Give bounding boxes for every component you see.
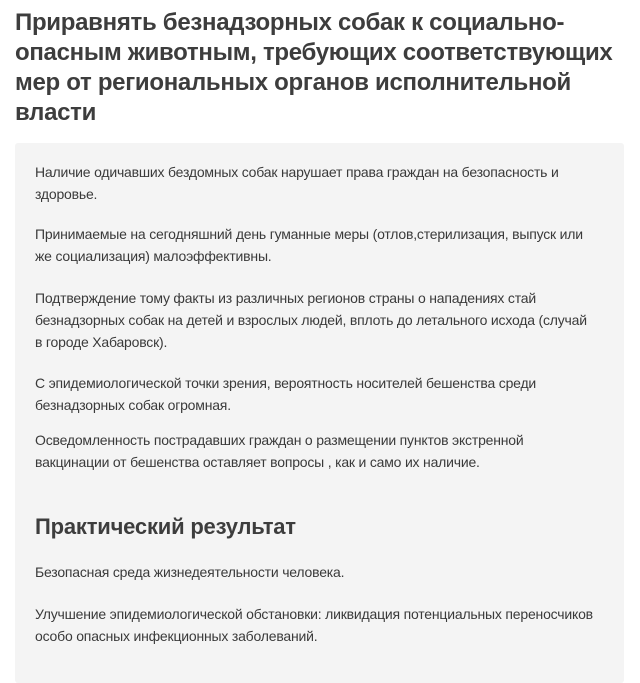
- section-heading-practical-result: Практический результат: [35, 514, 296, 539]
- article-content-box: [15, 143, 624, 683]
- result-paragraph: Улучшение эпидемиологической обстановки: ликвидация потенциальных переносчиков особо опасных инфекционных заболеваний.: [35, 606, 593, 644]
- page-title: Приравнять безнадзорных собак к социально-опасным животным, требующих соответствующих мер от региональных органов исполнительной власти: [15, 9, 613, 126]
- problem-paragraph: Наличие одичавших бездомных собак нарушает права граждан на безопасность и здоровье.: [35, 164, 559, 202]
- problem-paragraph: Подтверждение тому факты из различных регионов страны о нападениях стай безнадзорных собак на детей и взрослых людей, вплоть до летального исхода (случай в городе Хабаровск).: [35, 290, 587, 350]
- problem-paragraph: Осведомленность пострадавших граждан о размещении пунктов экстренной вакцинации от бешенства оставляет вопросы , как и само их наличие.: [35, 432, 524, 470]
- problem-paragraph: Принимаемые на сегодняшний день гуманные меры (отлов,стерилизация, выпуск или же социализация) малоэффективны.: [35, 226, 583, 264]
- result-paragraph: Безопасная среда жизнедеятельности человека.: [35, 564, 345, 580]
- problem-paragraph: С эпидемиологической точки зрения, вероятность носителей бешенства среди безнадзорных собак огромная.: [35, 375, 537, 413]
